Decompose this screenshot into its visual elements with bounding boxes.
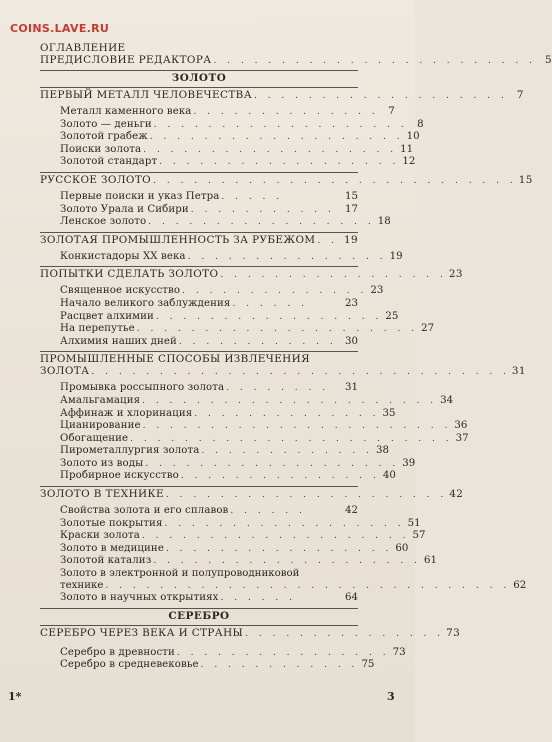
item-page: 12 (402, 156, 416, 168)
toc-item (40, 394, 454, 408)
section-title: СЕРЕБРО ЧЕРЕЗ ВЕКА И СТРАНЫ (40, 626, 244, 639)
section-page: 23 (448, 268, 463, 281)
divider (40, 232, 358, 233)
item-page: 19 (389, 250, 403, 262)
section-title-line2: ЗОЛОТА (40, 365, 90, 378)
toc-item (40, 191, 358, 204)
section-page: 7 (516, 89, 524, 101)
toc-item (40, 505, 358, 518)
leader-dots: . . . . . . . . . . . . . . (182, 286, 368, 297)
item-title: Золотые покрытия (60, 517, 163, 529)
toc-item (40, 131, 420, 144)
leader-dots: . . . . . . . . . . . . . . . . . (220, 270, 447, 281)
divider (40, 172, 358, 173)
leader-dots: . . . . . . . . . . . . . . . . . . . . (153, 556, 421, 567)
item-page: 18 (377, 216, 391, 228)
item-title: Золото — деньги (60, 118, 152, 130)
item-title: Золотой катализ (60, 555, 152, 567)
divider (40, 351, 358, 352)
item-page: 42 (345, 505, 358, 517)
item-page: 35 (382, 407, 396, 419)
toc-item (40, 285, 384, 298)
leader-dots: . . . . . . . . . . . . . . . . (176, 647, 390, 658)
section-page: 31 (511, 365, 526, 378)
leader-dots: . . . . . . . . (226, 383, 330, 394)
toc-section (40, 89, 524, 102)
item-page: 62 (513, 579, 527, 591)
toc-title: ОГЛАВЛЕНИЕ (40, 42, 126, 54)
item-page: 51 (407, 517, 421, 529)
toc-item (40, 298, 358, 311)
watermark: COINS.LAVE.RU (10, 22, 110, 35)
item-page: 61 (423, 555, 437, 567)
leader-dots: . . . . . . . . . . . . . . . . . . . (153, 119, 408, 130)
toc-item (40, 156, 416, 169)
table-of-contents (40, 42, 552, 672)
item-page: 15 (345, 190, 358, 202)
toc-item (40, 216, 391, 229)
leader-dots: . . . . . . . . . . . . (200, 660, 359, 671)
item-page: 38 (376, 445, 389, 457)
toc-item (40, 530, 426, 543)
item-page: 27 (421, 323, 435, 335)
item-page: 23 (345, 297, 358, 309)
item-page: 25 (385, 310, 399, 322)
part-heading-gold: ЗОЛОТО (171, 72, 227, 84)
item-title: Священное искусство (60, 285, 181, 297)
section-title: ПЕРВЫЙ МЕТАЛЛ ЧЕЛОВЕЧЕСТВА (40, 89, 252, 101)
item-title: Золото в медицине (60, 542, 164, 554)
leader-dots: . . . . . . . . . . . . . (201, 446, 373, 457)
leader-dots: . . . . . . . . . . . . . . . . . . . . (141, 531, 410, 542)
item-page: 57 (412, 530, 426, 542)
divider (40, 87, 358, 88)
item-page: 40 (382, 470, 396, 482)
item-page: 37 (455, 432, 469, 444)
item-title: Пирометаллургия золота (60, 445, 200, 457)
item-title: Серебро в средневековье (60, 659, 199, 671)
item-page: 7 (388, 106, 395, 117)
toc-section-wrapped (40, 353, 526, 378)
toc-item (40, 542, 409, 556)
toc-item (40, 470, 396, 483)
toc-item (40, 323, 435, 336)
item-page: 8 (417, 118, 424, 130)
entry-page: 5 (544, 54, 552, 66)
toc-item (40, 659, 375, 672)
item-title: Золотой стандарт (60, 156, 158, 168)
leader-dots: . . . . . . . . . . . . . . . . . . (159, 157, 400, 168)
item-title: Пробирное искусство (60, 470, 179, 482)
toc-section (40, 488, 464, 501)
divider (40, 625, 358, 626)
leader-dots: . . . . . . . . . . . . . . . . . . . . . . . (142, 421, 452, 432)
leader-dots: . . . . . . (230, 506, 306, 517)
leader-dots: . . . . . . . . . . . . . . . . . . (164, 518, 405, 529)
item-title: Золото из воды (60, 457, 144, 469)
toc-item (40, 407, 396, 421)
item-title: Начало великого заблуждения (60, 297, 231, 309)
toc-item (40, 420, 468, 433)
toc-item (40, 336, 358, 349)
leader-dots: . . . . . . . . . . . . . . . . . . . . . . . . . . . . . . (105, 580, 511, 591)
toc-item (40, 250, 403, 264)
item-title: Золото Урала и Сибири (60, 203, 189, 215)
item-title: Ленское золото (60, 216, 147, 228)
leader-dots: . . . . . . . . . . . . (178, 336, 337, 347)
leader-dots: . . . . . . . . . . . . . . . . . . . (143, 144, 398, 155)
item-title: Золотой грабеж (60, 131, 148, 143)
item-title: Амальгамация (60, 394, 141, 406)
toc-item (40, 118, 424, 132)
item-page: 36 (454, 420, 468, 432)
item-title: Промывка россыпного золота (60, 382, 225, 394)
item-page: 73 (392, 646, 406, 658)
item-title: Серебро в древности (60, 646, 175, 658)
toc-section (40, 234, 358, 247)
toc-item (40, 457, 416, 471)
leader-dots: . . . . . . . . . . . (190, 204, 335, 215)
item-title: Обогащение (60, 432, 129, 444)
leader-dots: . . . . . . . . . . . . . . . . . . . . . . . . (130, 433, 453, 444)
item-title-line2: технике (60, 579, 104, 591)
divider (40, 70, 358, 71)
leader-dots: . . . . . . . . . . . . . . . . . . . . . . . . . . . (153, 175, 517, 186)
section-title: РУССКОЕ ЗОЛОТО (40, 173, 152, 186)
leader-dots: . . . . . . (232, 298, 308, 309)
item-title: Первые поиски и указ Петра (60, 190, 220, 202)
section-title: ЗОЛОТАЯ ПРОМЫШЛЕННОСТЬ ЗА РУБЕЖОМ (40, 233, 316, 246)
leader-dots: . . . . . . . . . . . . . . . . . . . (149, 132, 404, 143)
leader-dots: . . . . . . . . . . . . . . . . . . . (253, 91, 508, 101)
item-page: 31 (345, 382, 358, 394)
section-page: 73 (446, 626, 461, 639)
part-heading-silver: СЕРЕБРО (168, 609, 230, 622)
leader-dots: . . . . . . . . . . . . . . . . . (148, 217, 375, 228)
item-title: Расцвет алхимии (60, 310, 154, 322)
item-page: 75 (361, 659, 375, 671)
toc-item (40, 555, 437, 568)
item-title: Поиски золота (60, 143, 142, 155)
item-page: 10 (406, 131, 420, 143)
leader-dots: . . . . . . . . . . . . . . . . . (165, 543, 393, 554)
divider (40, 486, 358, 487)
item-title: Свойства золота и его сплавов (60, 505, 229, 517)
item-title: Золото в научных открытиях (60, 592, 219, 604)
item-page: 60 (395, 542, 409, 554)
item-page: 11 (400, 143, 414, 155)
toc-section (40, 268, 463, 281)
toc-item (40, 106, 395, 119)
leader-dots: . . . . . . . . . . . . . . (193, 107, 379, 117)
toc-item-wrapped (40, 568, 527, 592)
leader-dots: . . . . . . . . . . . . . . . . . . . . . (136, 324, 419, 335)
toc-item (40, 143, 414, 157)
leader-dots: . . . . . . . . . . . . . . . . . . . . . (165, 490, 448, 501)
section-title: ПОПЫТКИ СДЕЛАТЬ ЗОЛОТО (40, 268, 219, 281)
section-page: 15 (518, 173, 533, 186)
leader-dots: . . . . . . . . . . . . . . . . . (155, 311, 383, 322)
toc-entry-preface (40, 54, 552, 67)
item-page: 34 (440, 394, 454, 406)
item-page: 39 (402, 457, 416, 469)
leader-dots: . . . . . . . . . . . . . . (194, 408, 380, 419)
toc-item (40, 592, 358, 605)
leader-dots: . . (317, 235, 339, 246)
toc-item (40, 646, 406, 660)
item-page: 64 (345, 592, 358, 604)
item-title: На перепутье (60, 323, 135, 335)
item-title: Алхимия наших дней (60, 335, 177, 347)
leader-dots: . . . . . . . . . . . . . . . (187, 251, 387, 262)
toc-item (40, 445, 389, 458)
item-title-line1: Золото в электронной и полупроводниковой (60, 568, 300, 580)
leader-dots: . . . . . . . . . . . . . . . (245, 628, 445, 639)
leader-dots: . . . . . (221, 191, 284, 202)
toc-item (40, 432, 469, 446)
item-page: 30 (345, 335, 358, 347)
divider (40, 266, 358, 267)
section-title-line1: ПРОМЫШЛЕННЫЕ СПОСОБЫ ИЗВЛЕЧЕНИЯ (40, 353, 310, 366)
item-title: Конкистадоры XX века (60, 250, 186, 262)
section-page: 42 (449, 488, 464, 501)
toc-section (40, 173, 533, 187)
section-title: ЗОЛОТО В ТЕХНИКЕ (40, 488, 164, 501)
toc-item (40, 382, 358, 395)
toc-item (40, 517, 421, 531)
leader-dots: . . . . . . . . . . . . . . . (180, 471, 380, 482)
toc-item (40, 310, 399, 324)
divider (40, 608, 358, 609)
entry-title: ПРЕДИСЛОВИЕ РЕДАКТОРА (40, 54, 212, 66)
item-title: Цианирование (60, 420, 141, 432)
toc-item (40, 204, 358, 217)
item-page: 17 (345, 203, 358, 215)
toc-section (40, 626, 461, 640)
item-title: Металл каменного века (60, 106, 192, 117)
item-title: Краски золота (60, 530, 140, 542)
item-page: 23 (370, 285, 384, 297)
item-title: Аффинаж и хлоринация (60, 407, 193, 419)
printer-signature: 1* (8, 690, 22, 703)
leader-dots: . . . . . . . . . . . . . . . . . . . . . . . . (213, 56, 536, 66)
leader-dots: . . . . . . (220, 593, 296, 604)
page-number: 3 (387, 690, 395, 703)
leader-dots: . . . . . . . . . . . . . . . . . . . (145, 458, 400, 469)
leader-dots: . . . . . . . . . . . . . . . . . . . . . . (142, 395, 438, 406)
section-page: 19 (343, 233, 358, 246)
toc-title-row (40, 42, 358, 54)
leader-dots: . . . . . . . . . . . . . . . . . . . . . . . . . . . . . . . (91, 367, 510, 378)
